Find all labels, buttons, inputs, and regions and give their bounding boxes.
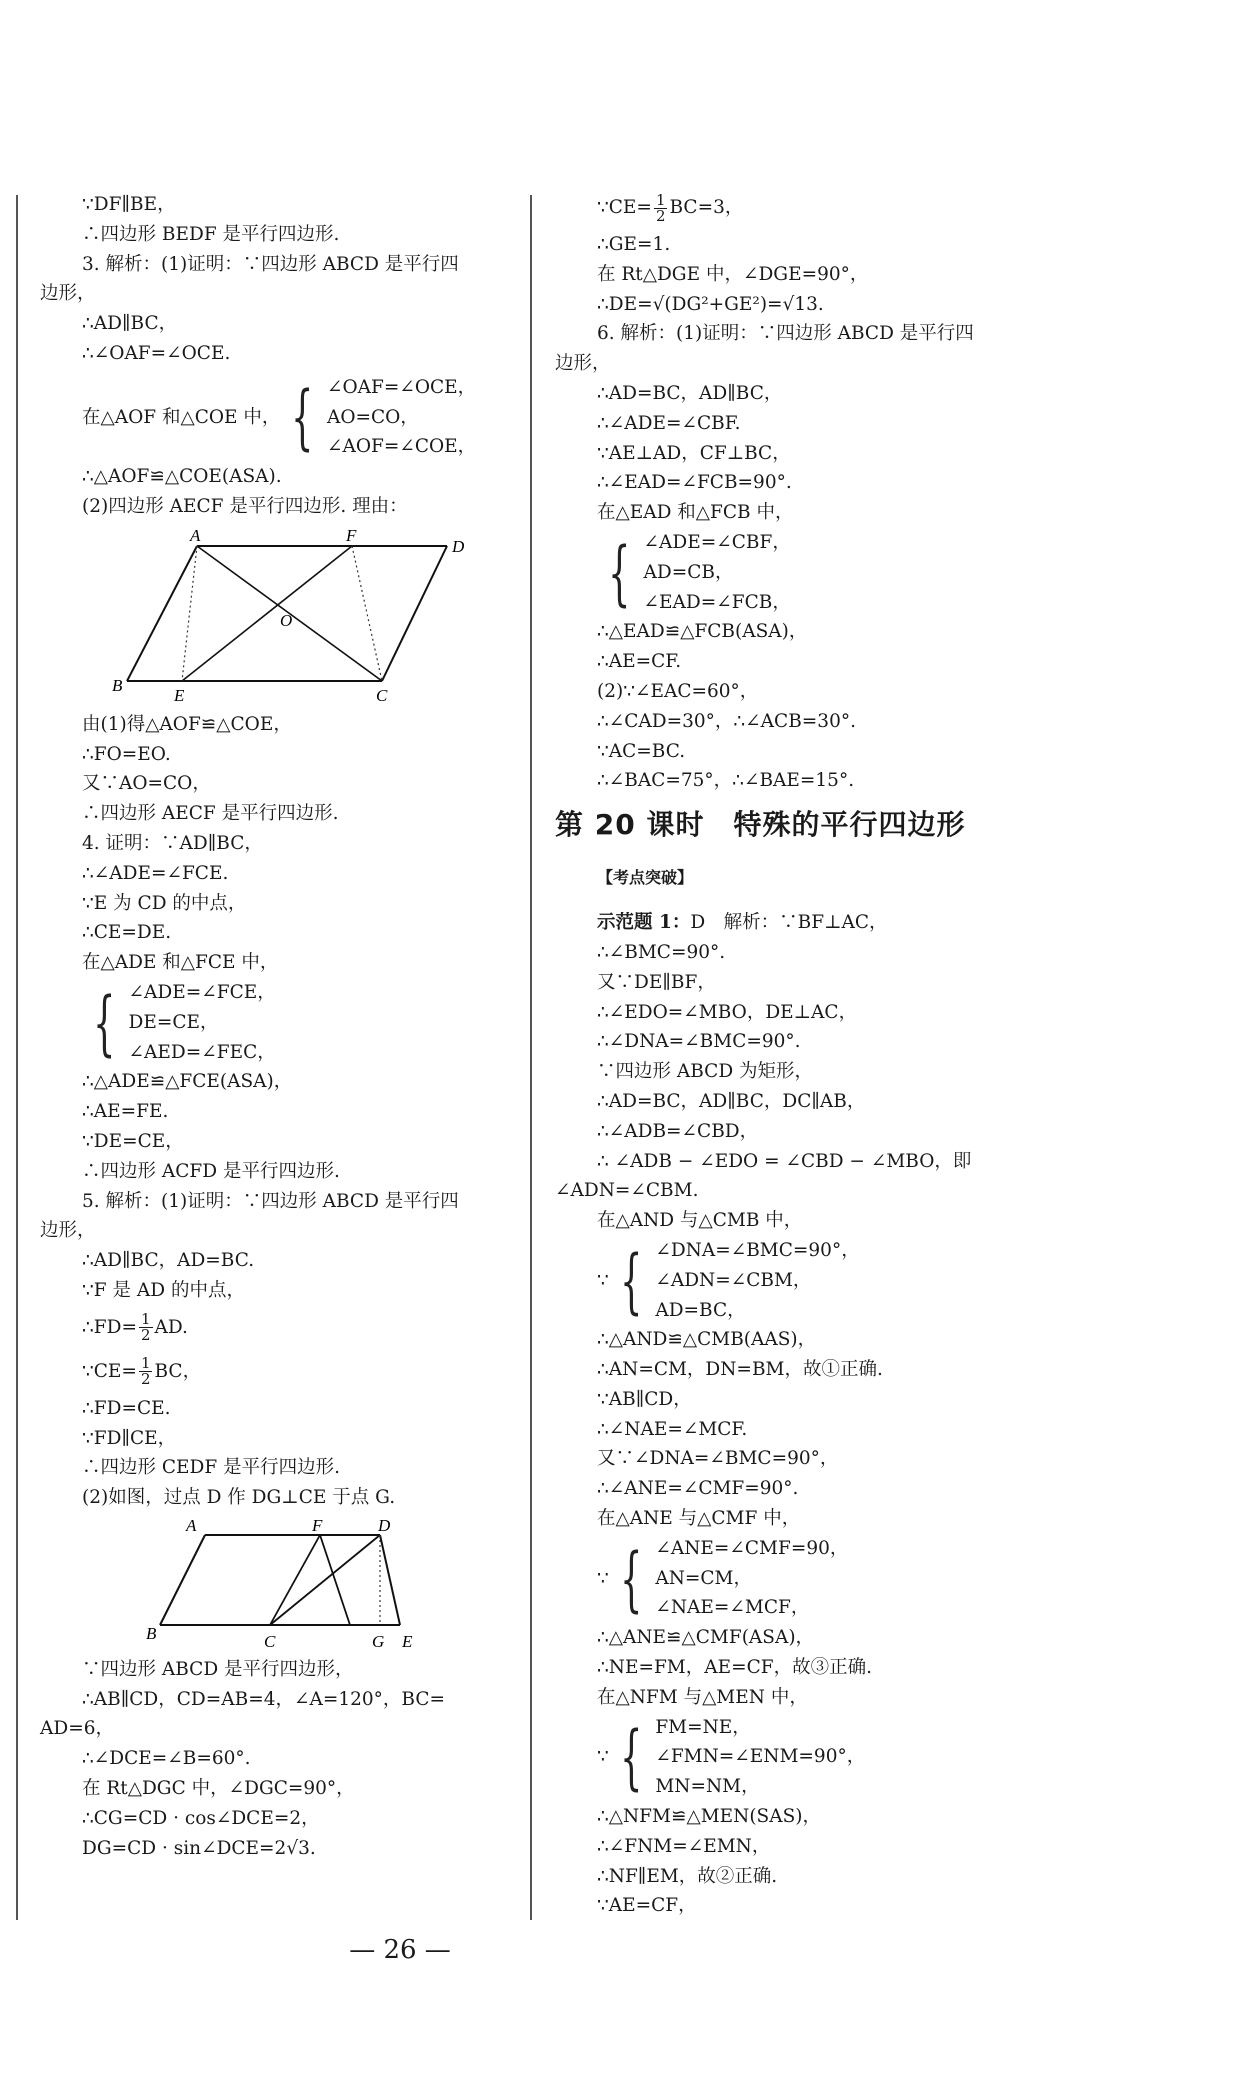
fraction bbox=[654, 190, 668, 225]
text-line: ∴四边形 BEDF 是平行四边形. bbox=[82, 223, 340, 245]
text-line: ∴△ANE≌△CMF(ASA)， bbox=[597, 1627, 815, 1649]
text-line: 在△AND 与△CMB 中， bbox=[597, 1210, 803, 1232]
label-g: G bbox=[372, 1631, 385, 1651]
right-column bbox=[555, 186, 1055, 1921]
geometry-figure bbox=[140, 1515, 440, 1655]
equation-system bbox=[555, 528, 1055, 617]
q3-heading: 3. 解析：(1)证明：∵四边形 ABCD 是平行四 bbox=[82, 253, 459, 275]
text-line: (2)∵∠EAC=60°， bbox=[597, 680, 759, 702]
text-line: DG=CD · sin∠DCE=2√3. bbox=[82, 1837, 316, 1859]
equation-system bbox=[555, 1236, 1055, 1325]
text-line: AD=6， bbox=[40, 1718, 114, 1740]
text-line: ∵AB∥CD， bbox=[597, 1388, 692, 1410]
text-line: (2)如图，过点 D 作 DG⊥CE 于点 G. bbox=[82, 1487, 396, 1509]
page-number: — 26 — bbox=[349, 1935, 451, 1965]
text-line: ∴∠BAC=75°，∴∠BAE=15°. bbox=[597, 770, 855, 792]
text-line: 在 Rt△DGE 中，∠DGE=90°， bbox=[597, 263, 869, 285]
equation-system bbox=[40, 373, 520, 462]
text-line: ∴GE=1. bbox=[597, 234, 671, 255]
text-line: ∴△EAD≌△FCB(ASA)， bbox=[597, 621, 808, 643]
text-line: ∵E 为 CD 的中点， bbox=[82, 892, 247, 914]
brace-glyph: { bbox=[619, 1239, 643, 1322]
text-line: ∴CG=CD · cos∠DCE=2， bbox=[82, 1807, 320, 1829]
text-line: ∵四边形 ABCD 是平行四边形， bbox=[82, 1658, 354, 1680]
text-line: ∴四边形 CEDF 是平行四边形. bbox=[82, 1457, 340, 1479]
text-line: ∴NF∥EM，故②正确. bbox=[597, 1865, 778, 1887]
text-line: ∴AE=CF. bbox=[597, 651, 682, 673]
text-line: ∴△NFM≌△MEN(SAS)， bbox=[597, 1806, 821, 1828]
text-line: ∴AD=BC，AD∥BC，DC∥AB， bbox=[597, 1090, 866, 1112]
text-line: ∵DF∥BE， bbox=[82, 194, 176, 215]
text-segment: D 解析：∵BF⊥AC， bbox=[690, 912, 888, 934]
text-line: ∴四边形 AECF 是平行四边形. bbox=[82, 803, 339, 825]
text-line: ∴∠ADB=∠CBD， bbox=[597, 1120, 759, 1142]
left-margin-rule bbox=[16, 195, 18, 1920]
system-line: ∠ANE=∠CMF=90， bbox=[655, 1537, 849, 1559]
text-line: 又∵AO=CO， bbox=[82, 773, 211, 795]
system-line: ∠AED=∠FEC， bbox=[128, 1041, 276, 1063]
text-line: 边形， bbox=[40, 1220, 96, 1242]
text-line: ∴∠DCE=∠B=60°. bbox=[82, 1748, 251, 1770]
fraction bbox=[139, 1312, 153, 1343]
text-line: ∴AE=FE. bbox=[82, 1101, 169, 1123]
text-line: ∴∠FNM=∠EMN， bbox=[597, 1835, 771, 1857]
system-line: AN=CM， bbox=[655, 1567, 752, 1589]
text-line: ∴AD=BC，AD∥BC， bbox=[597, 382, 783, 404]
text-line: (2)四边形 AECF 是平行四边形. 理由： bbox=[82, 495, 408, 517]
text-line: ∴∠ADE=∠FCE. bbox=[82, 862, 229, 884]
numerator: 1 bbox=[140, 1354, 151, 1373]
text-line: ∴CE=DE. bbox=[82, 922, 172, 944]
system-line: ∠DNA=∠BMC=90°， bbox=[655, 1239, 860, 1261]
q6-heading: 6. 解析：(1)证明：∵四边形 ABCD 是平行四 bbox=[597, 323, 974, 345]
brace-glyph: { bbox=[608, 531, 631, 614]
system-line: AO=CO， bbox=[326, 406, 419, 428]
label-a: A bbox=[190, 525, 201, 545]
text-line: 在△ADE 和△FCE 中， bbox=[82, 952, 279, 974]
system-line: ∠AOF=∠COE， bbox=[326, 436, 477, 458]
brace-glyph: { bbox=[619, 1537, 643, 1620]
equation-system bbox=[555, 1713, 1055, 1802]
label-c: C bbox=[264, 1631, 276, 1651]
numerator: 1 bbox=[655, 190, 666, 209]
text-line: ∵F 是 AD 的中点， bbox=[82, 1279, 245, 1301]
text-line: 边形， bbox=[40, 283, 96, 305]
text-line: ∴∠ANE=∠CMF=90°. bbox=[597, 1478, 799, 1500]
system-line: ∠NAE=∠MCF， bbox=[655, 1597, 810, 1619]
figure-parallelogram-aecf bbox=[70, 526, 520, 706]
equation-system bbox=[555, 1534, 1055, 1623]
section-tag: 【考点突破】 bbox=[597, 868, 694, 888]
denominator: 2 bbox=[655, 206, 666, 225]
text-line: ∴ ∠ADB − ∠EDO = ∠CBD − ∠MBO，即 bbox=[597, 1150, 972, 1172]
text-line: ∴四边形 ACFD 是平行四边形. bbox=[82, 1160, 340, 1182]
text-line: ∴NE=FM，AE=CF，故③正确. bbox=[597, 1657, 872, 1679]
fraction bbox=[139, 1356, 153, 1387]
because-symbol: ∵ bbox=[597, 1269, 609, 1291]
because-symbol: ∵ bbox=[597, 1746, 609, 1768]
geometry-figure bbox=[112, 526, 472, 706]
text-line: 又∵DE∥BF， bbox=[597, 971, 716, 993]
label-b: B bbox=[146, 1623, 157, 1643]
system-line: AD=BC， bbox=[655, 1299, 746, 1321]
text-line: ∴∠CAD=30°，∴∠ACB=30°. bbox=[597, 710, 856, 732]
system-line: ∠ADN=∠CBM， bbox=[655, 1269, 812, 1291]
text-line: ∵AE⊥AD，CF⊥BC， bbox=[597, 442, 791, 464]
text-line: ∴DE=√(DG²+GE²)=√13. bbox=[597, 293, 824, 315]
text-line: 在△ANE 与△CMF 中， bbox=[597, 1508, 801, 1530]
label-b: B bbox=[112, 675, 123, 695]
text-segment: ∵CE= bbox=[82, 1360, 137, 1382]
example-heading bbox=[555, 908, 1055, 938]
text-segment: BC=3， bbox=[669, 197, 744, 218]
system-line: ∠FMN=∠ENM=90°， bbox=[655, 1746, 866, 1768]
label-o: O bbox=[280, 610, 293, 630]
text-line: ∴∠EAD=∠FCB=90°. bbox=[597, 472, 792, 494]
text-line: ∵FD∥CE， bbox=[82, 1427, 177, 1449]
text-line: 在△NFM 与△MEN 中， bbox=[597, 1686, 808, 1708]
label-e: E bbox=[174, 685, 185, 705]
text-line: ∴AD∥BC， bbox=[82, 313, 178, 335]
figure-trapezoid bbox=[140, 1515, 520, 1655]
section-title: 第 20 课时 特殊的平行四边形 bbox=[555, 808, 966, 842]
text-line: 在△EAD 和△FCB 中， bbox=[597, 502, 794, 524]
brace-glyph: { bbox=[93, 981, 116, 1064]
text-line: 边形， bbox=[555, 353, 611, 375]
text-line: ∴AD∥BC，AD=BC. bbox=[82, 1250, 255, 1272]
q5-heading: 5. 解析：(1)证明：∵四边形 ABCD 是平行四 bbox=[82, 1190, 459, 1212]
fraction-line bbox=[555, 186, 1055, 230]
system-line: AD=CB， bbox=[643, 561, 734, 583]
label-f: F bbox=[346, 525, 357, 545]
text-line: 在△AOF 和△COE 中， bbox=[82, 406, 281, 428]
text-line: 由(1)得△AOF≌△COE， bbox=[82, 713, 292, 735]
text-segment: ∴FD= bbox=[82, 1316, 137, 1338]
because-symbol: ∵ bbox=[597, 1567, 609, 1589]
label-d: D bbox=[452, 536, 465, 556]
text-line: ∵DE=CE， bbox=[82, 1130, 184, 1152]
system-line: ∠EAD=∠FCB， bbox=[643, 591, 791, 613]
text-line: ∵AE=CF， bbox=[597, 1895, 697, 1917]
system-line: ∠ADE=∠FCE， bbox=[128, 981, 276, 1003]
text-line: ∠ADN=∠CBM. bbox=[555, 1180, 699, 1202]
label-a: A bbox=[186, 1515, 197, 1535]
text-line: 在 Rt△DGC 中，∠DGC=90°， bbox=[82, 1778, 355, 1800]
text-line: ∴∠NAE=∠MCF. bbox=[597, 1418, 748, 1440]
text-segment: AD. bbox=[154, 1316, 188, 1338]
q4-heading: 4. 证明：∵AD∥BC， bbox=[82, 832, 263, 854]
system-line: ∠OAF=∠OCE， bbox=[326, 376, 477, 398]
text-line: ∴△AND≌△CMB(AAS)， bbox=[597, 1329, 817, 1351]
text-line: ∴AB∥CD，CD=AB=4，∠A=120°，BC= bbox=[82, 1688, 445, 1710]
text-line: ∴∠BMC=90°. bbox=[597, 941, 726, 963]
text-line: ∴△ADE≌△FCE(ASA)， bbox=[82, 1071, 293, 1093]
fraction-line bbox=[40, 1306, 520, 1350]
text-line: ∴∠DNA=∠BMC=90°. bbox=[597, 1031, 801, 1053]
label-d: D bbox=[378, 1515, 391, 1535]
label-c: C bbox=[376, 685, 388, 705]
column-divider bbox=[530, 195, 532, 1920]
brace-glyph: { bbox=[291, 376, 314, 459]
fraction-line bbox=[40, 1350, 520, 1394]
text-line: ∵四边形 ABCD 为矩形， bbox=[597, 1061, 814, 1083]
system-line: FM=NE， bbox=[655, 1716, 751, 1738]
denominator: 2 bbox=[140, 1370, 151, 1389]
text-segment: ∵CE= bbox=[597, 197, 652, 218]
brace-glyph: { bbox=[619, 1716, 643, 1799]
text-line: ∴∠ADE=∠CBF. bbox=[597, 412, 741, 434]
text-line: ∴FD=CE. bbox=[82, 1397, 171, 1419]
text-line: ∴FO=EO. bbox=[82, 743, 171, 765]
denominator: 2 bbox=[140, 1326, 151, 1345]
equation-system bbox=[40, 978, 520, 1067]
system-line: ∠ADE=∠CBF， bbox=[643, 531, 791, 553]
numerator: 1 bbox=[140, 1310, 151, 1329]
text-line: ∴AN=CM，DN=BM，故①正确. bbox=[597, 1359, 883, 1381]
text-line: ∴∠OAF=∠OCE. bbox=[82, 342, 231, 364]
text-line: ∴∠EDO=∠MBO，DE⊥AC， bbox=[597, 1001, 858, 1023]
example-label: 示范题 1： bbox=[597, 912, 691, 934]
label-f: F bbox=[312, 1515, 323, 1535]
text-line: 又∵∠DNA=∠BMC=90°， bbox=[597, 1448, 839, 1470]
text-line: ∴△AOF≌△COE(ASA). bbox=[82, 466, 282, 488]
system-line: MN=NM， bbox=[655, 1776, 760, 1798]
text-segment: BC， bbox=[154, 1360, 202, 1382]
left-column bbox=[40, 190, 520, 1863]
label-e: E bbox=[402, 1631, 413, 1651]
text-line: ∵AC=BC. bbox=[597, 740, 686, 762]
system-line: DE=CE， bbox=[128, 1011, 219, 1033]
